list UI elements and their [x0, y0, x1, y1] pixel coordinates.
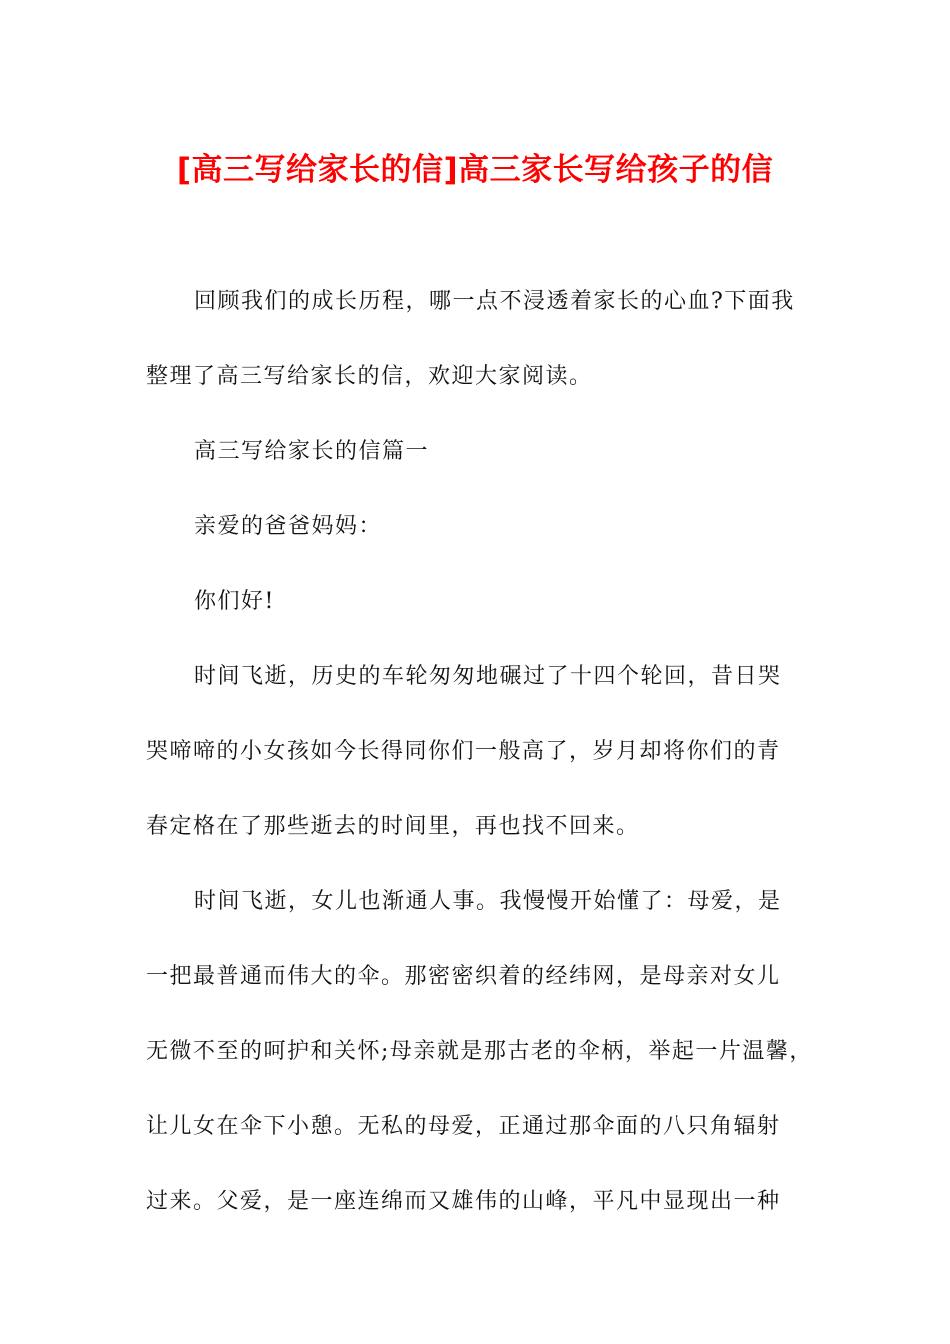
paragraph-line: 哭啼啼的小女孩如今长得同你们一般高了，岁月却将你们的青 — [146, 739, 781, 764]
paragraph-line: 时间飞逝，女儿也渐通人事。我慢慢开始懂了：母爱，是 — [194, 889, 782, 914]
paragraph-line: 时间飞逝，历史的车轮匆匆地碾过了十四个轮回，昔日哭 — [194, 664, 782, 689]
paragraph-line: 无微不至的呵护和关怀;母亲就是那古老的伞柄，举起一片温馨， — [146, 1039, 813, 1064]
letter-greeting: 你们好! — [194, 589, 275, 614]
document-title: [高三写给家长的信]高三家长写给孩子的信 — [176, 152, 774, 188]
paragraph-line: 一把最普通而伟大的伞。那密密织着的经纬网，是母亲对女儿 — [146, 964, 781, 989]
paragraph-line: 春定格在了那些逝去的时间里，再也找不回来。 — [146, 814, 640, 839]
paragraph-line: 过来。父爱，是一座连绵而又雄伟的山峰，平凡中显现出一种 — [146, 1189, 781, 1214]
paragraph-line: 整理了高三写给家长的信，欢迎大家阅读。 — [146, 364, 593, 389]
document-body — [146, 278, 826, 1253]
letter-salutation: 亲爱的爸爸妈妈： — [194, 514, 383, 539]
paragraph-line: 回顾我们的成长历程，哪一点不浸透着家长的心血?下面我 — [194, 289, 795, 314]
paragraph-line: 让儿女在伞下小憩。无私的母爱，正通过那伞面的八只角辐射 — [146, 1114, 781, 1139]
section-heading: 高三写给家长的信篇一 — [194, 439, 430, 464]
